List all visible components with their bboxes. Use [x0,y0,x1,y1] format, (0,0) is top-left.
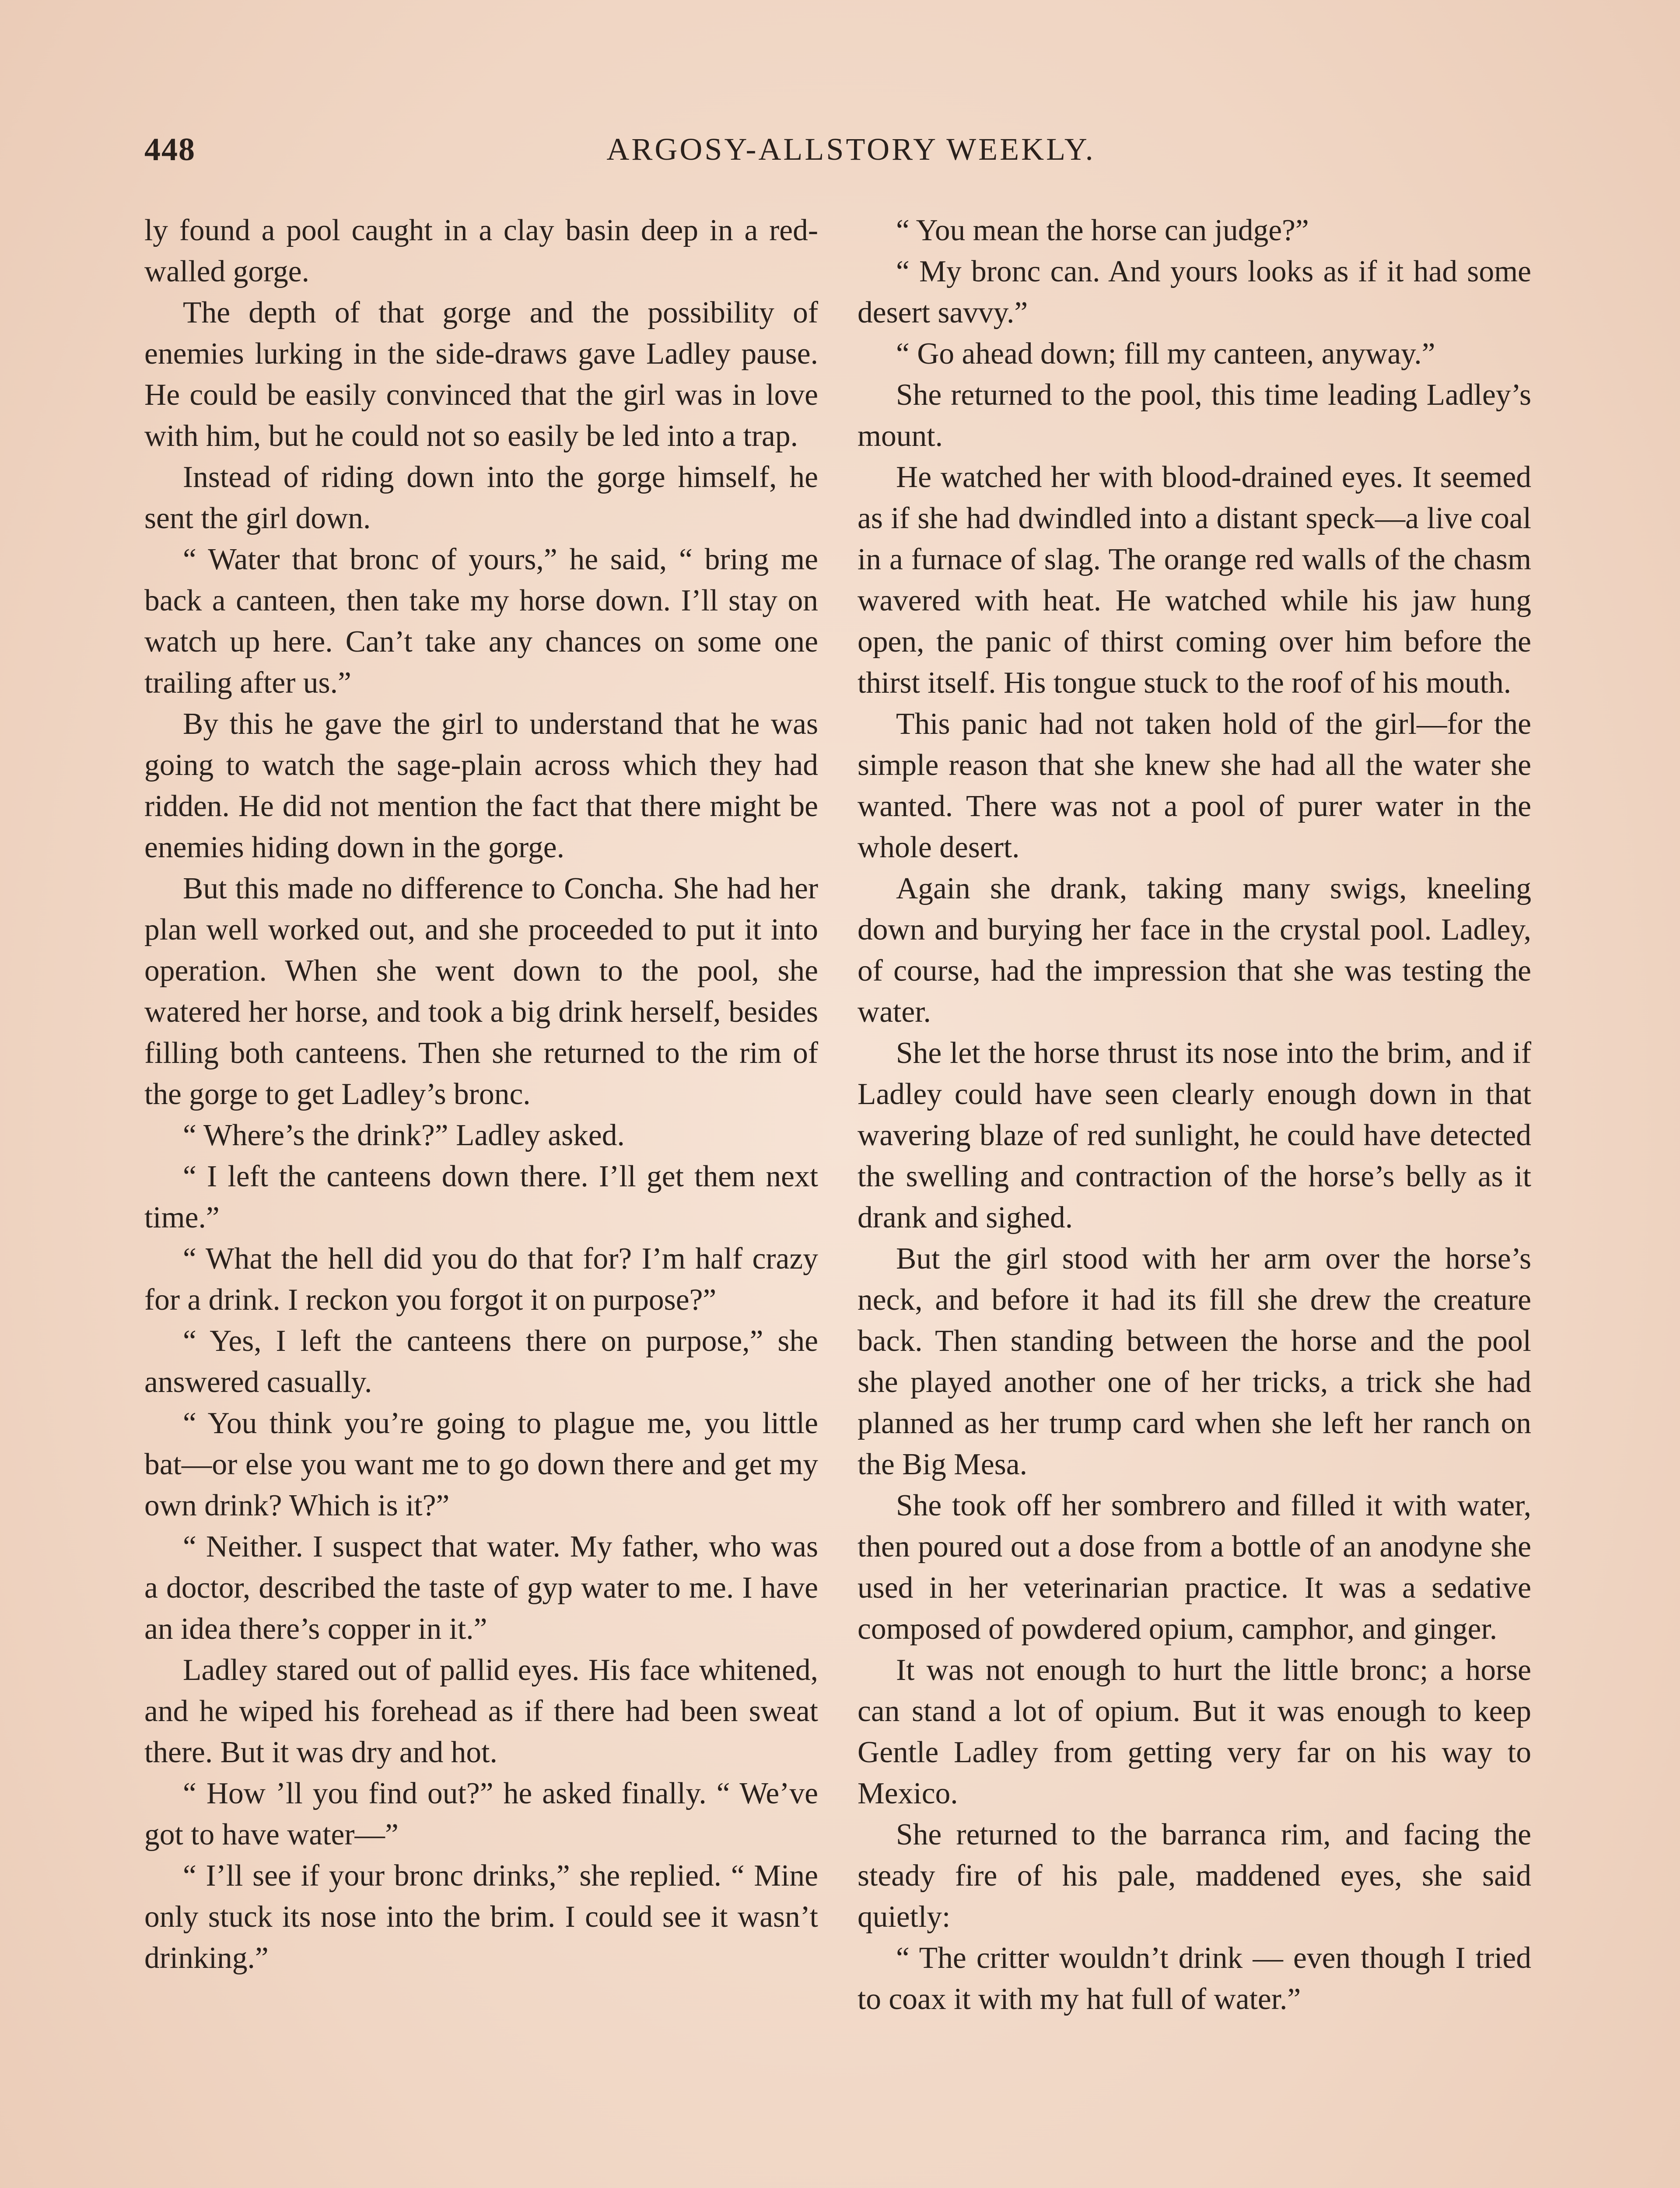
paragraph: She let the horse thrust its nose into the brim, and if Ladley could have seen clearly enough down in that wavering blaze of red sunlight, he could have detected the swelling and contraction of the horse’s belly as it drank and sighed. [858,1036,1531,1234]
paragraph: “ Water that bronc of yours,” he said, “ bring me back a canteen, then take my horse down. I’ll stay on watch up here. Can’t take any chances on some one trailing after us.” [144,543,818,700]
paragraph: “ What the hell did you do that for? I’m half crazy for a drink. I reckon you forgot it on purpose?” [144,1242,818,1317]
paragraph: But this made no difference to Concha. She had her plan well worked out, and she proceeded to put it into operation. When she went down to the pool, she watered her horse, and took a big drink herself, besides filling both canteens. Then she returned to the rim of the gorge to get Ladley’s bronc. [144,872,818,1111]
running-title: ARGOSY-ALLSTORY WEEKLY. [606,132,1096,167]
paragraph: Instead of riding down into the gorge himself, he sent the girl down. [144,460,818,535]
paragraph: “ You think you’re going to plague me, you little bat—or else you want me to go down there and get my own drink? Which is it?” [144,1406,818,1522]
page-header [144,131,1558,179]
paragraph: Again she drank, taking many swigs, kneeling down and burying her face in the crystal pool. Ladley, of course, had the impression that she was testing the water. [858,872,1531,1029]
paragraph: “ Yes, I left the canteens there on purpose,” she answered casually. [144,1324,818,1399]
paragraph: Ladley stared out of pallid eyes. His face whitened, and he wiped his forehead as if there had been sweat there. But it was dry and hot. [144,1653,818,1769]
paragraph: By this he gave the girl to understand that he was going to watch the sage-plain across which they had ridden. He did not mention the fact that there might be enemies hiding down in the gorge. [144,707,818,864]
paragraph: He watched her with blood-drained eyes. It seemed as if she had dwindled into a distant speck—a live coal in a furnace of slag. The orange red walls of the chasm wavered with heat. He watched while his jaw hung open, the panic of thirst coming over him before the thirst itself. His tongue stuck to the roof of his mouth. [858,460,1531,700]
paragraph: She took off her sombrero and filled it with water, then poured out a dose from a bottle of an anodyne she used in her veterinarian practice. It was a sedative composed of powdered opium, camphor, and ginger. [858,1489,1531,1646]
paragraph: She returned to the pool, this time leading Ladley’s mount. [858,378,1531,453]
paragraph: She returned to the barranca rim, and facing the steady fire of his pale, maddened eyes, she said quietly: [858,1818,1531,1934]
page-number: 448 [144,132,196,168]
paragraph: “ You mean the horse can judge?” [896,214,1309,247]
right-column [858,210,1531,2020]
paragraph: But the girl stood with her arm over the horse’s neck, and before it had its fill she drew the creature back. Then standing between the horse and the pool she played another one of her tricks, a trick she had planned as her trump card when she left her ranch on the Big Mesa. [858,1242,1531,1481]
paragraph: The depth of that gorge and the possibility of enemies lurking in the side-draws gave Ladley pause. He could be easily convinced that the girl was in love with him, but he could not so easily be led into a trap. [144,296,818,453]
paragraph: “ My bronc can. And yours looks as if it had some desert savvy.” [858,255,1531,330]
paragraph: “ Where’s the drink?” Ladley asked. [183,1119,625,1152]
paragraph: “ Neither. I suspect that water. My father, who was a doctor, described the taste of gyp water to me. I have an idea there’s copper in it.” [144,1530,818,1646]
left-column [144,210,818,1979]
paragraph: “ I’ll see if your bronc drinks,” she replied. “ Mine only stuck its nose into the brim. I could see it wasn’t drinking.” [144,1859,818,1975]
paragraph: This panic had not taken hold of the girl—for the simple reason that she knew she had all the water she wanted. There was not a pool of purer water in the whole desert. [858,707,1531,864]
paragraph: “ How ’ll you find out?” he asked finally. “ We’ve got to have water—” [144,1777,818,1851]
paragraph: ly found a pool caught in a clay basin deep in a red-walled gorge. [144,214,818,288]
paragraph: “ The critter wouldn’t drink — even though I tried to coax it with my hat full of water.” [858,1941,1531,2016]
paragraph: It was not enough to hurt the little bronc; a horse can stand a lot of opium. But it was enough to keep Gentle Ladley from getting very far on his way to Mexico. [858,1653,1531,1810]
paragraph: “ I left the canteens down there. I’ll get them next time.” [144,1160,818,1234]
paragraph: “ Go ahead down; fill my canteen, anyway.” [896,337,1435,371]
